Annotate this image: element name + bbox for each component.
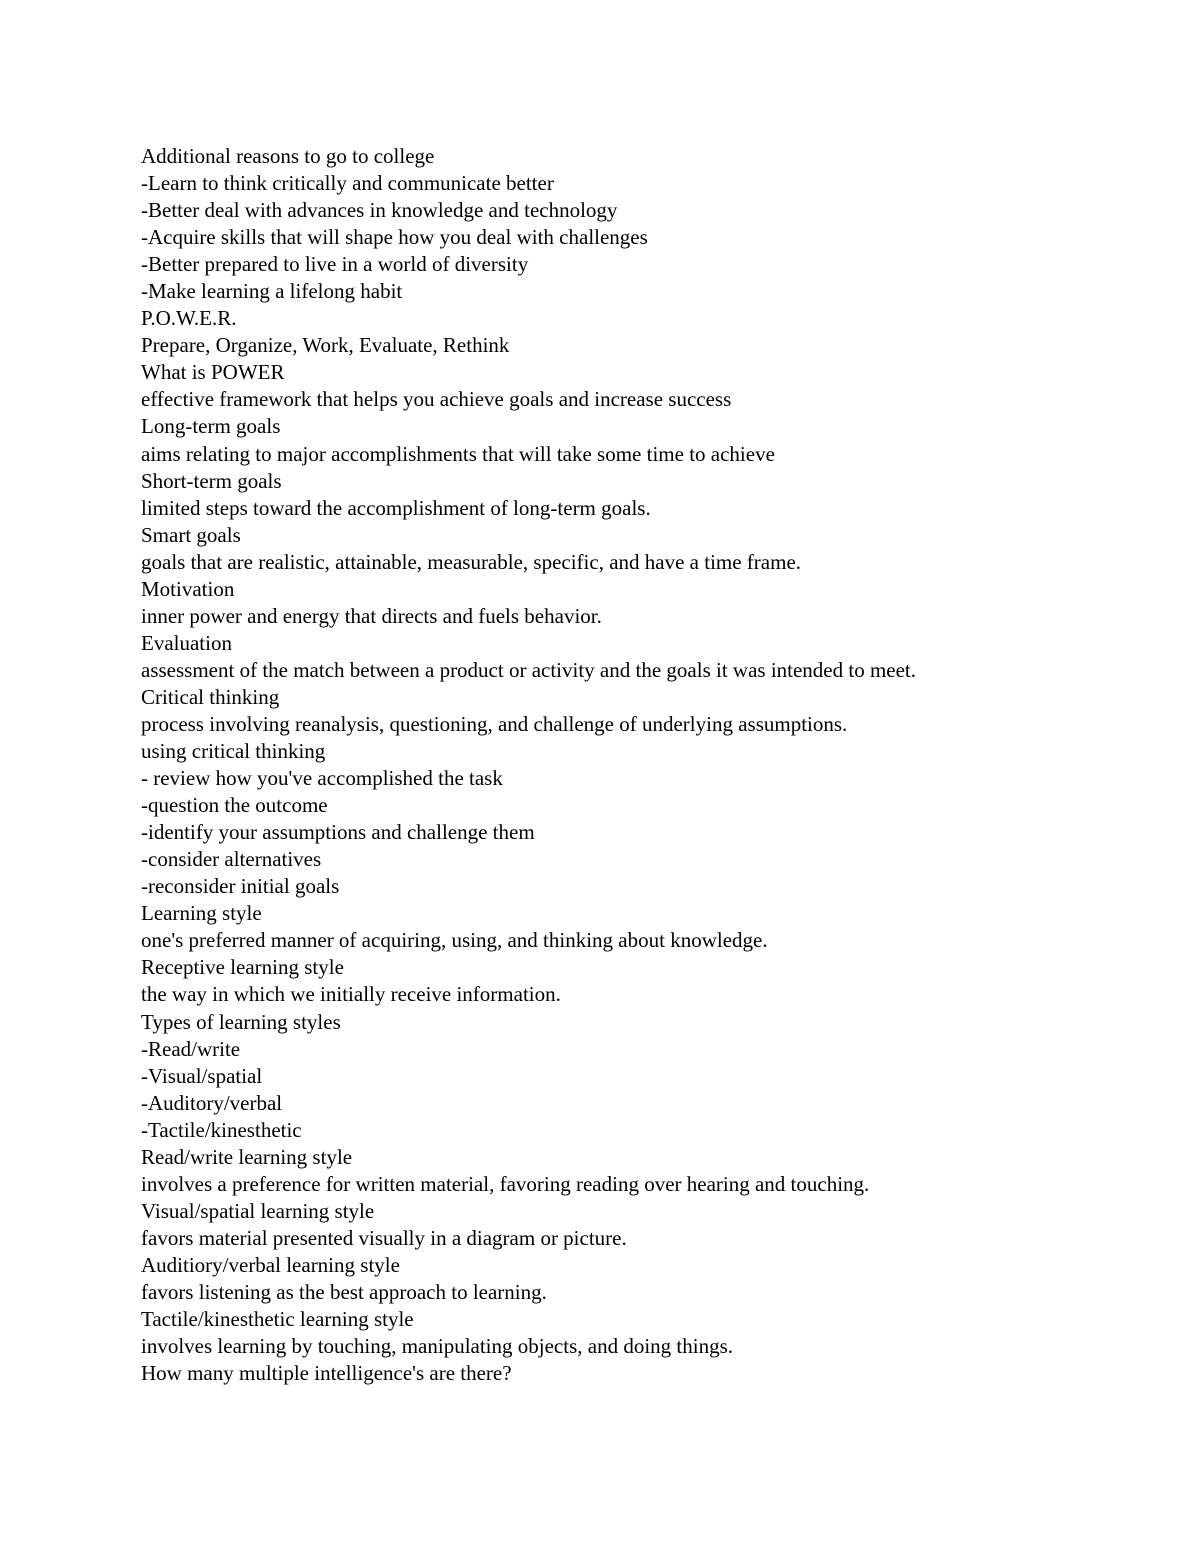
text-line: Smart goals xyxy=(141,522,241,547)
text-line: Tactile/kinesthetic learning style xyxy=(141,1307,414,1332)
text-line: limited steps toward the accomplishment of long-term goals. xyxy=(141,495,651,520)
text-line: Prepare, Organize, Work, Evaluate, Rethink xyxy=(141,333,510,358)
text-line: -Read/write xyxy=(141,1036,241,1061)
text-line: Short-term goals xyxy=(141,468,282,493)
text-line: P.O.W.E.R. xyxy=(141,306,237,331)
text-line: Motivation xyxy=(141,576,235,601)
text-line: -Acquire skills that will shape how you deal with challenges xyxy=(141,225,648,250)
text-line: favors material presented visually in a diagram or picture. xyxy=(141,1225,627,1250)
text-line: Visual/spatial learning style xyxy=(141,1198,375,1223)
text-line: using critical thinking xyxy=(141,739,326,764)
text-line: -Better deal with advances in knowledge and technology xyxy=(141,198,618,223)
text-line: - review how you've accomplished the task xyxy=(141,766,503,791)
text-line: -Tactile/kinesthetic xyxy=(141,1117,302,1142)
text-line: Critical thinking xyxy=(141,684,280,709)
text-line: Evaluation xyxy=(141,630,232,655)
text-line: Auditiory/verbal learning style xyxy=(141,1252,400,1277)
text-line: the way in which we initially receive information. xyxy=(141,982,561,1007)
text-line: involves a preference for written material, favoring reading over hearing and touching. xyxy=(141,1171,870,1196)
text-line: What is POWER xyxy=(141,360,285,385)
text-line: Additional reasons to go to college xyxy=(141,144,435,168)
text-line: -Visual/spatial xyxy=(141,1063,263,1088)
text-line: Long-term goals xyxy=(141,414,281,439)
text-line: process involving reanalysis, questioning, and challenge of underlying assumptions. xyxy=(141,711,848,736)
text-line: involves learning by touching, manipulating objects, and doing things. xyxy=(141,1334,733,1359)
text-line: -question the outcome xyxy=(141,793,328,818)
text-line: Receptive learning style xyxy=(141,955,344,980)
text-line: -reconsider initial goals xyxy=(141,874,340,899)
document-body xyxy=(141,143,1141,1387)
text-line: -consider alternatives xyxy=(141,847,322,872)
text-line: -Better prepared to live in a world of diversity xyxy=(141,252,529,277)
text-line: -identify your assumptions and challenge them xyxy=(141,820,535,845)
text-line: effective framework that helps you achieve goals and increase success xyxy=(141,387,732,412)
text-line: inner power and energy that directs and fuels behavior. xyxy=(141,603,602,628)
text-line: assessment of the match between a product or activity and the goals it was intended to meet. xyxy=(141,657,917,682)
text-line: Types of learning styles xyxy=(141,1009,341,1034)
text-line: favors listening as the best approach to learning. xyxy=(141,1279,547,1304)
text-line: -Auditory/verbal xyxy=(141,1090,283,1115)
text-line: -Learn to think critically and communicate better xyxy=(141,171,554,196)
text-line: How many multiple intelligence's are there? xyxy=(141,1361,512,1386)
text-line: one's preferred manner of acquiring, using, and thinking about knowledge. xyxy=(141,928,768,953)
text-line: aims relating to major accomplishments that will take some time to achieve xyxy=(141,441,775,466)
text-line: -Make learning a lifelong habit xyxy=(141,279,403,304)
text-line: goals that are realistic, attainable, measurable, specific, and have a time frame. xyxy=(141,549,802,574)
text-line: Learning style xyxy=(141,901,262,926)
text-line: Read/write learning style xyxy=(141,1144,353,1169)
